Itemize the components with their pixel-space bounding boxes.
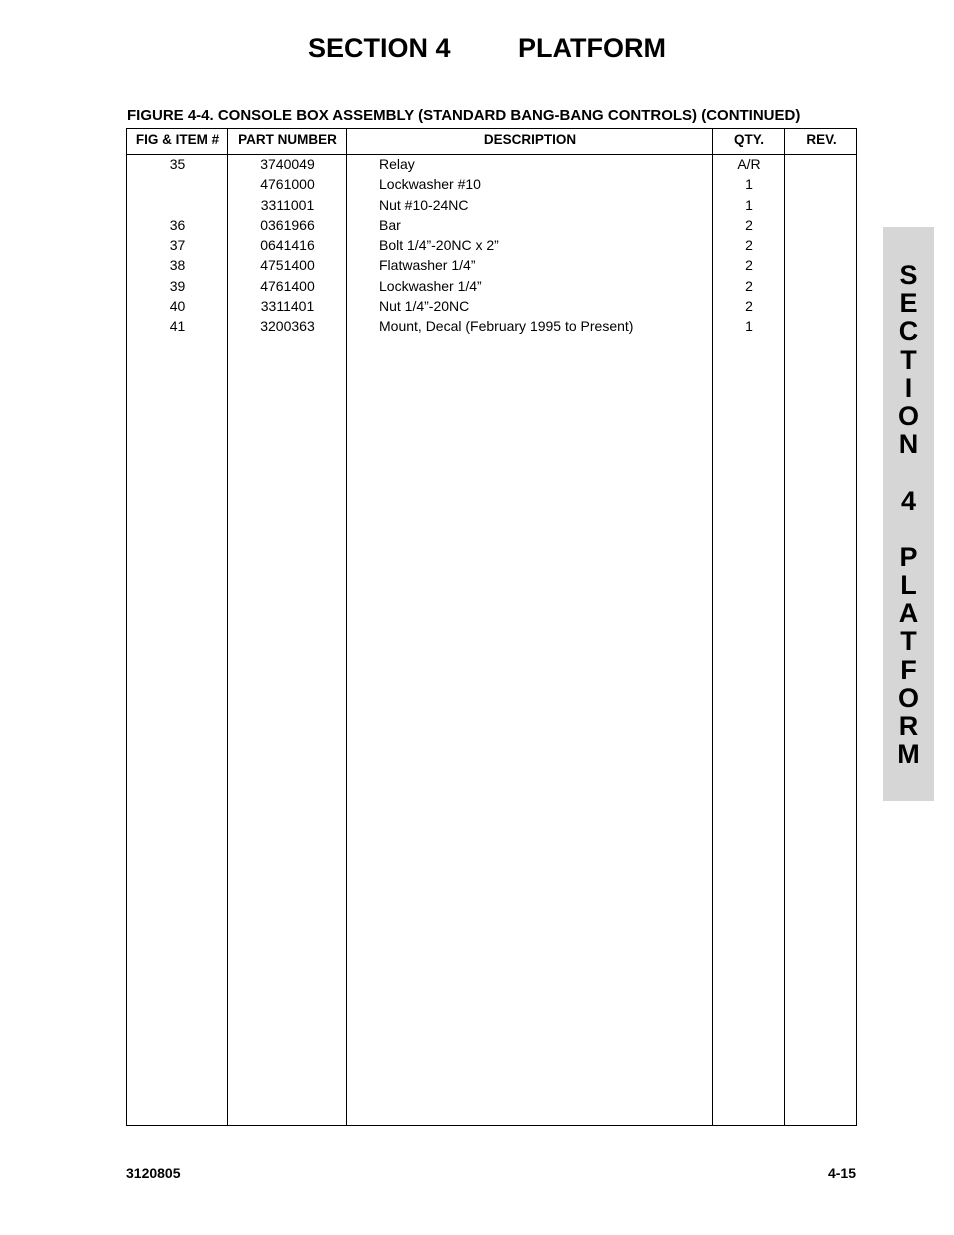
row-part-number: 3740049	[260, 156, 315, 172]
row-quantity: 2	[745, 257, 753, 274]
side-tab-letter: C	[898, 316, 919, 347]
row-item-number: 38	[169, 257, 186, 274]
parts-table	[126, 128, 857, 1126]
table-header-row	[127, 129, 856, 155]
row-description: Nut 1/4”-20NC	[379, 298, 470, 315]
row-part-number: 3311401	[260, 298, 315, 315]
row-quantity: 2	[745, 298, 753, 315]
row-item-number: 36	[169, 216, 186, 233]
side-tab-letter: O	[897, 682, 919, 713]
table-row	[127, 316, 856, 336]
row-description: Bolt 1/4”-20NC x 2”	[379, 237, 499, 254]
table-row	[127, 215, 856, 235]
page-header	[0, 33, 954, 69]
row-description: Relay	[379, 156, 415, 172]
side-tab-letter: 4	[900, 485, 917, 516]
side-tab-letter: F	[900, 654, 917, 685]
section-label: SECTION 4	[308, 33, 451, 63]
row-item-number: 37	[169, 237, 186, 254]
row-part-number: 3311001	[260, 196, 315, 213]
side-tab-letter: A	[898, 598, 919, 629]
row-quantity: A/R	[737, 156, 761, 172]
side-tab-letter: O	[897, 400, 919, 431]
row-part-number: 4761000	[260, 176, 315, 193]
row-quantity: 2	[745, 277, 753, 294]
row-item-number: 41	[169, 318, 186, 335]
table-row	[127, 174, 856, 194]
side-tab-letter: M	[897, 739, 920, 770]
side-tab-letter: S	[899, 260, 918, 290]
side-tab-letter: E	[899, 288, 918, 319]
side-tab-letters	[883, 261, 934, 768]
table-row	[127, 296, 856, 316]
table-row	[127, 154, 856, 174]
row-description: Lockwasher 1/4”	[379, 277, 482, 294]
side-tab-letter: T	[900, 626, 917, 657]
side-tab-letter: L	[900, 570, 917, 601]
side-tab-letter: P	[899, 541, 918, 572]
row-description: Lockwasher #10	[379, 176, 481, 193]
table-row	[127, 195, 856, 215]
row-part-number: 0641416	[260, 237, 315, 254]
column-header-rev: REV.	[806, 132, 837, 147]
row-part-number: 4751400	[260, 257, 315, 274]
side-tab-letter: T	[900, 344, 917, 375]
side-tab-letter: R	[898, 711, 919, 741]
table-row	[127, 276, 856, 296]
document-number: 3120805	[126, 1165, 181, 1181]
row-description: Mount, Decal (February 1995 to Present)	[379, 318, 634, 335]
column-header-part-number: PART NUMBER	[238, 132, 337, 147]
column-header-description: DESCRIPTION	[483, 132, 577, 147]
section-title: PLATFORM	[518, 33, 666, 63]
row-quantity: 1	[745, 176, 753, 193]
row-part-number: 3200363	[260, 318, 315, 335]
table-row	[127, 255, 856, 275]
row-quantity: 1	[745, 318, 753, 335]
row-item-number: 39	[169, 277, 186, 294]
row-quantity: 1	[745, 196, 753, 213]
row-quantity: 2	[745, 216, 753, 233]
row-item-number: 35	[169, 156, 186, 172]
row-part-number: 4761400	[260, 277, 315, 294]
row-item-number: 40	[169, 298, 186, 315]
table-body	[127, 154, 856, 337]
table-row	[127, 235, 856, 255]
side-tab-letter	[883, 515, 934, 543]
section-side-tab	[883, 227, 934, 801]
side-tab-letter: I	[904, 372, 913, 403]
page-number: 4-15	[827, 1165, 856, 1181]
row-quantity: 2	[745, 237, 753, 254]
row-part-number: 0361966	[260, 216, 315, 233]
row-description: Nut #10-24NC	[379, 196, 469, 213]
row-description: Bar	[379, 216, 401, 233]
side-tab-letter	[883, 458, 934, 486]
column-header-qty: QTY.	[733, 132, 764, 147]
side-tab-letter: N	[898, 429, 919, 460]
column-header-item: FIG & ITEM #	[135, 132, 220, 147]
row-description: Flatwasher 1/4”	[379, 257, 476, 274]
figure-title: FIGURE 4-4. CONSOLE BOX ASSEMBLY (STANDARD BANG-BANG CONTROLS) (CONTINUED)	[127, 107, 801, 124]
